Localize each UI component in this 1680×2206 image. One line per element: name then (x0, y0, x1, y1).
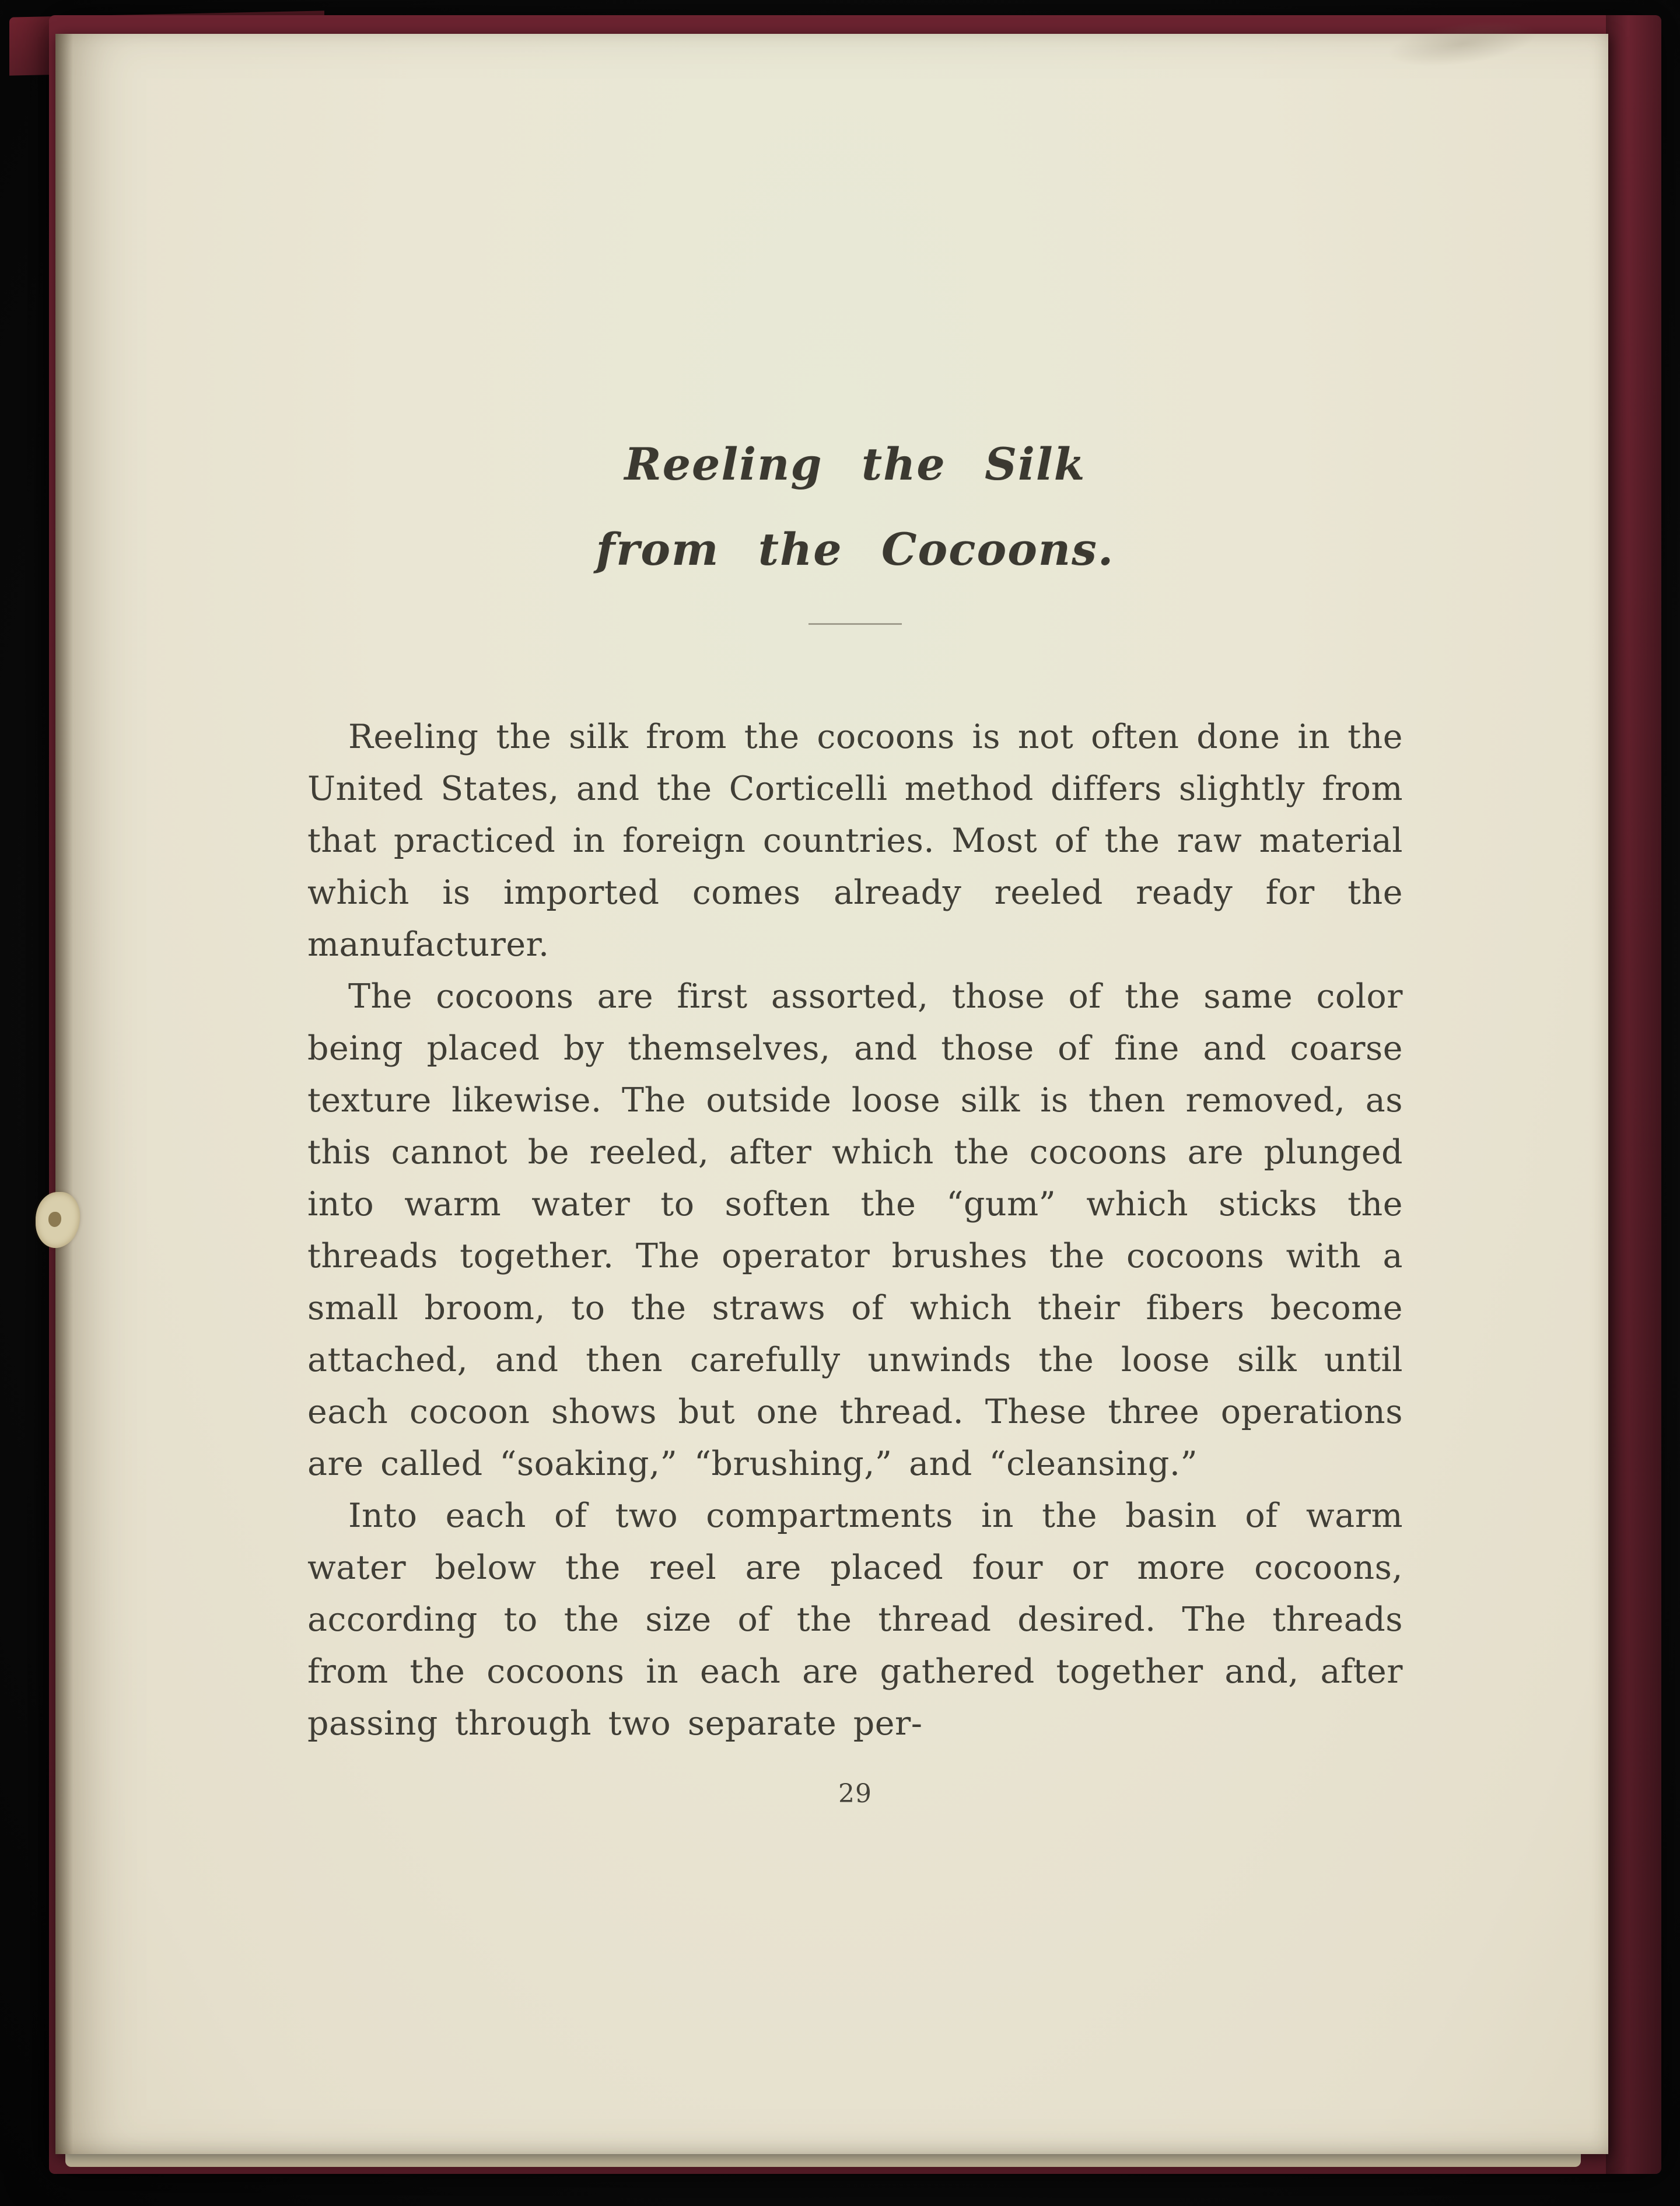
paper-blemish (36, 1192, 80, 1248)
book-page (55, 34, 1608, 2154)
book-cover-shading (1606, 15, 1661, 2174)
page-content (307, 34, 1403, 1809)
page-title (307, 438, 1403, 575)
body-paragraph-3: Into each of two compartments in the basin of warm water below the reel are placed four or more cocoons, according to the size of the thread desired. The threads from the cocoons in each are gathered together and, after passing through two separate per- (307, 1497, 1403, 1743)
body-text (307, 711, 1403, 1750)
page-title-line-1: Reeling the Silk (624, 438, 1086, 490)
page-number: 29 (838, 1779, 872, 1809)
paper-blemish-spot (48, 1212, 61, 1227)
body-paragraph-1: Reeling the silk from the cocoons is not often done in the United States, and the Corticelli method differs slightly from that practiced in foreign countries. Most of the raw material which is imported comes already reeled ready for the manufacturer. (307, 718, 1403, 964)
page-gutter-shadow (55, 34, 73, 2154)
title-divider (808, 623, 902, 625)
body-paragraph-2: The cocoons are first assorted, those of the same color being placed by themselves, and those of fine and coarse texture likewise. The outside loose silk is then removed, as this cannot be reeled, after which the cocoons are plunged into warm water to soften the “gum” which sticks the threads together. The operator brushes the cocoons with a small broom, to the straws of which their fibers become attached, and then carefully unwinds the loose silk until each cocoon shows but one thread. These three operations are called “soaking,” “brushing,” and “cleansing.” (307, 977, 1403, 1483)
page-title-line-2: from the Cocoons. (596, 523, 1115, 575)
